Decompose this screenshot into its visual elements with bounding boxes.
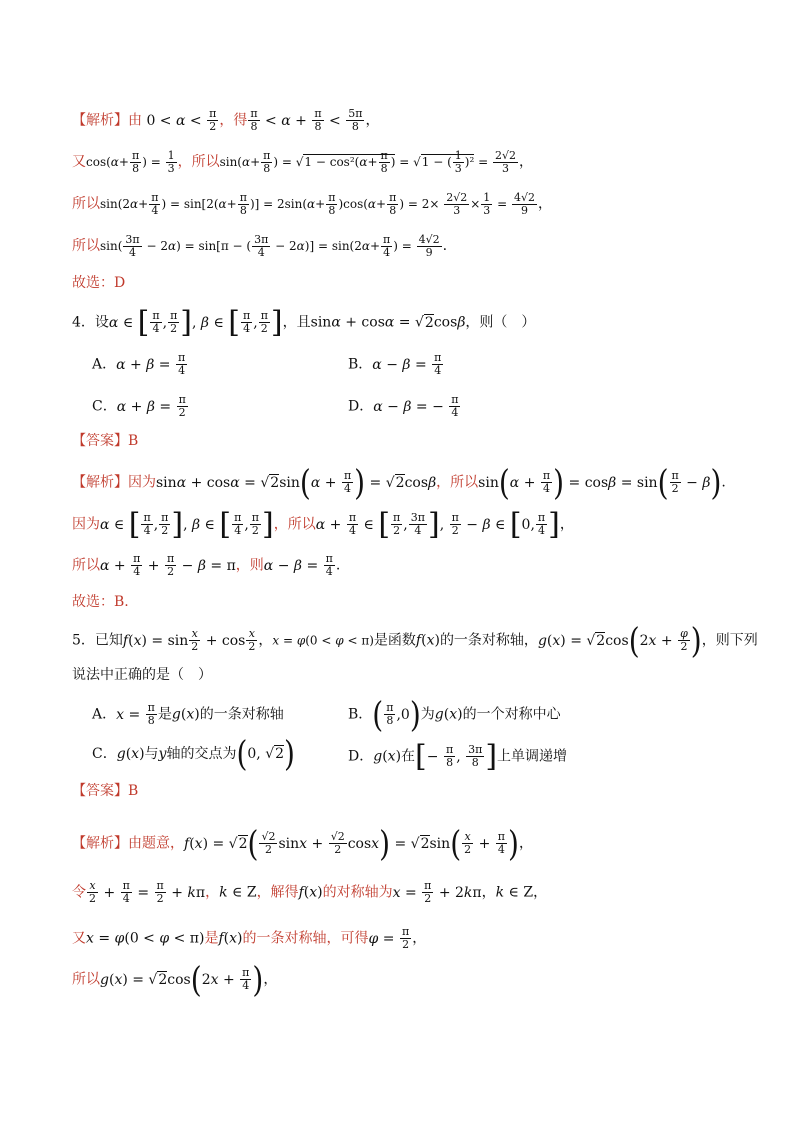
- q3-solution-line-2: 又cos(α+ $\frac{\pi}{8}$ ) = $\frac{1}{3}$ ，所以sin(α+ $\frac{\pi}{8}$ ) = √1 − cos²(α+ $\frac{\pi}{8}$ ) = √1 − ( $\frac{1}{3}$ )² = $\frac{2√2}{3}$ ，: [72, 149, 533, 175]
- math-expr: 0 < α < $\frac{\pi}{2}$: [146, 107, 217, 133]
- answer-label: 【答案】: [72, 433, 128, 449]
- question-number: 5．: [72, 632, 95, 649]
- q4-solution-line-2: 因为α ∈ [ $\frac{\pi}{4}$ , $\frac{\pi}{2}$ ], β ∈ [ $\frac{\pi}{4}$ , $\frac{\pi}{2}$ ]，所以α + $\frac{\pi}{4}$ ∈ [ $\frac{\pi}{2}$ , $\frac{3\pi}{4}$ ], $\frac{\pi}{2}$ − β ∈ [0, $\frac{\pi}{4}$ ]，: [72, 506, 574, 542]
- q5-option-b[interactable]: B．( $\frac{\pi}{8}$ ,0)为g(x)的一个对称中心: [348, 693, 561, 735]
- q3-solution-line-4: 所以sin( $\frac{3\pi}{4}$ − 2α) = sin[π − ( $\frac{3\pi}{4}$ − 2α)] = sin(2α+ $\frac{\pi}{4}$ ) = $\frac{4√2}{9}$ .: [72, 233, 448, 259]
- q4-option-b[interactable]: B．α − β = $\frac{\pi}{4}$: [348, 351, 442, 377]
- q3-solution-line-1: 【解析】由 0 < α < $\frac{\pi}{2}$ ，得 $\frac{\pi}{8}$ < α + $\frac{\pi}{8}$ < $\frac{5\pi}{8}$ ，: [72, 107, 380, 133]
- math-expr: α ∈ [ $\frac{\pi}{4}$ , $\frac{\pi}{2}$ ], β ∈ [ $\frac{\pi}{4}$ , $\frac{\pi}{2}$ ]: [108, 304, 283, 340]
- q5-solution-line-1: 【解析】由题意，f(x) = √2( $\frac{√2}{2}$ sinx + $\frac{√2}{2}$ cosx) = √2sin( $\frac{x}{2}$ + $\frac{\pi}{4}$ )，: [72, 822, 533, 864]
- math-expr: x = φ(0 < φ < π): [86, 930, 205, 947]
- math-expr: sin(2α+ $\frac{\pi}{4}$ ) = sin[2(α+ $\frac{\pi}{8}$ )] = 2sin(α+ $\frac{\pi}{8}$ )cos(α+ $\frac{\pi}{8}$ ) = 2× $\frac{2√2}{3}$ × $\frac{1}{3}$ = $\frac{4√2}{9}$: [100, 191, 535, 217]
- q3-solution-line-3: 所以sin(2α+ $\frac{\pi}{4}$ ) = sin[2(α+ $\frac{\pi}{8}$ )] = 2sin(α+ $\frac{\pi}{8}$ )cos(α+ $\frac{\pi}{8}$ ) = 2× $\frac{2√2}{3}$ × $\frac{1}{3}$ = $\frac{4√2}{9}$ ，: [72, 191, 552, 217]
- math-expr: cos(α+ $\frac{\pi}{8}$ ) = $\frac{1}{3}$: [86, 149, 175, 175]
- q5-solution-line-4: 所以g(x) = √2cos(2x + $\frac{\pi}{4}$ )，: [72, 958, 278, 1000]
- q5-stem-line-2: 说法中正确的是（ ）: [72, 667, 212, 683]
- q4-option-c[interactable]: C．α + β = $\frac{\pi}{2}$: [92, 393, 186, 419]
- math-expr: α + $\frac{\pi}{4}$ + $\frac{\pi}{2}$ − β = π: [100, 552, 236, 578]
- math-expr: sinα + cosα = √2sin(α + $\frac{\pi}{4}$ ) = √2cosβ: [156, 461, 437, 503]
- q4-answer: 【答案】B: [72, 433, 139, 449]
- analysis-label: 【解析】: [72, 112, 128, 129]
- q5-stem-line-1: 5．已知f(x) = sin $\frac{x}{2}$ + cos $\frac{x}{2}$ ，x = φ(0 < φ < π)是函数f(x)的一条对称轴，g(x) = √2cos(2x + $\frac{\varphi}{2}$ )，则下列: [72, 619, 758, 661]
- q4-solution-line-3: 所以α + $\frac{\pi}{4}$ + $\frac{\pi}{2}$ − β = π，则α − β = $\frac{\pi}{4}$ .: [72, 552, 341, 578]
- q4-choice: 故选：B.: [72, 594, 129, 610]
- q5-option-d[interactable]: D．g(x)在[− $\frac{\pi}{8}$ , $\frac{3\pi}{8}$ ]上单调递增: [348, 738, 568, 774]
- q5-solution-line-2: 令 $\frac{x}{2}$ + $\frac{\pi}{4}$ = $\frac{\pi}{2}$ + kπ，k ∈ Z，解得f(x)的对称轴为x = $\frac{\pi}{2}$ + 2kπ，k ∈ Z，: [72, 879, 548, 905]
- math-expr: sin( $\frac{3\pi}{4}$ − 2α) = sin[π − ( $\frac{3\pi}{4}$ − 2α)] = sin(2α+ $\frac{\pi}{4}$ ) = $\frac{4√2}{9}$: [100, 233, 440, 259]
- math-expr: g(x) = √2cos(2x + $\frac{\pi}{4}$ ): [100, 958, 264, 1000]
- math-expr: f(x) = sin $\frac{x}{2}$ + cos $\frac{x}{2}$: [122, 627, 256, 653]
- q5-solution-line-3: 又x = φ(0 < φ < π)是f(x)的一条对称轴，可得φ = $\frac{\pi}{2}$ ，: [72, 925, 427, 951]
- math-expr: f(x) = √2( $\frac{√2}{2}$ sinx + $\frac{√2}{2}$ cosx) = √2sin( $\frac{x}{2}$ + $\frac{\pi}{4}$ ): [184, 822, 519, 864]
- q5-option-a[interactable]: A．x = $\frac{\pi}{8}$ 是g(x)的一条对称轴: [92, 701, 284, 727]
- q5-option-c[interactable]: C．g(x)与y轴的交点为(0, √2): [92, 732, 295, 774]
- q4-option-d[interactable]: D．α − β = − $\frac{\pi}{4}$: [348, 393, 459, 419]
- q4-option-a[interactable]: A．α + β = $\frac{\pi}{4}$: [92, 351, 186, 377]
- q4-stem: 4．设α ∈ [ $\frac{\pi}{4}$ , $\frac{\pi}{2}$ ], β ∈ [ $\frac{\pi}{4}$ , $\frac{\pi}{2}$ ]，且sinα + cosα = √2cosβ，则（ ）: [72, 304, 536, 340]
- math-expr: α ∈ [ $\frac{\pi}{4}$ , $\frac{\pi}{2}$ ], β ∈ [ $\frac{\pi}{4}$ , $\frac{\pi}{2}$ ]: [100, 506, 274, 542]
- q5-answer: 【答案】B: [72, 783, 139, 799]
- q4-solution-line-1: 【解析】因为sinα + cosα = √2sin(α + $\frac{\pi}{4}$ ) = √2cosβ，所以sin(α + $\frac{\pi}{4}$ ) = cosβ = sin( $\frac{\pi}{2}$ − β).: [72, 461, 726, 503]
- q3-choice: 故选：D: [72, 275, 126, 291]
- question-number: 4．: [72, 314, 95, 331]
- math-expr: $\frac{x}{2}$ + $\frac{\pi}{4}$ = $\frac{\pi}{2}$ + kπ: [89, 879, 206, 905]
